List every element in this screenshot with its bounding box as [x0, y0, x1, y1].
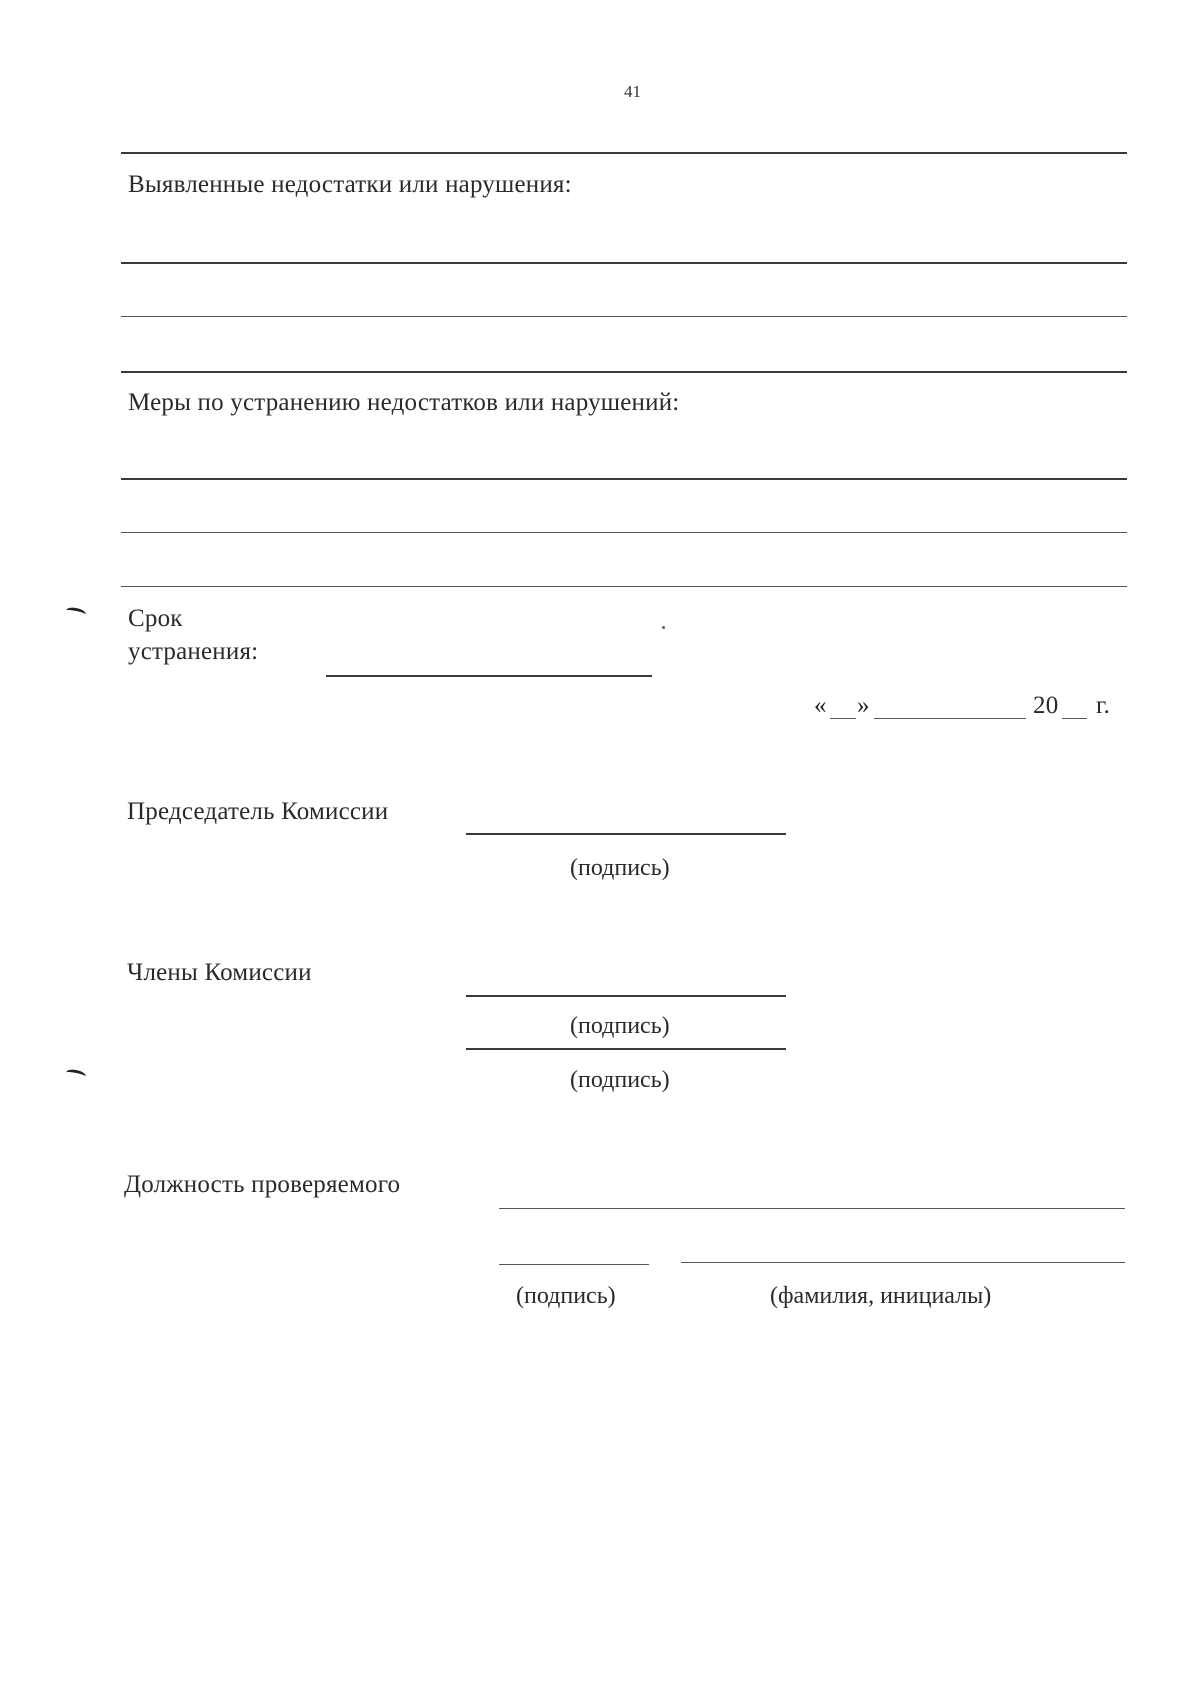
inspected-position-line[interactable]: [499, 1208, 1125, 1209]
chairman-label: Председатель Комиссии: [127, 798, 389, 825]
member-signature-line-1[interactable]: [466, 995, 786, 997]
date-year-prefix: 20: [1033, 692, 1059, 719]
scan-dot: [662, 626, 665, 629]
page-number: 41: [624, 82, 641, 101]
deadline-label-line2: устранения:: [128, 638, 259, 665]
findings-label: Выявленные недостатки или нарушения:: [128, 171, 572, 198]
findings-line-3[interactable]: [121, 371, 1127, 373]
deadline-field-line[interactable]: [326, 675, 652, 677]
measures-line-2[interactable]: [121, 532, 1127, 533]
scan-mark: [65, 1068, 86, 1081]
findings-line-1[interactable]: [121, 262, 1127, 264]
inspected-signature-line[interactable]: [499, 1264, 649, 1265]
inspected-name-caption: (фамилия, инициалы): [770, 1283, 992, 1309]
measures-line-1[interactable]: [121, 478, 1127, 480]
members-label: Члены Комиссии: [127, 959, 312, 986]
date-year-suffix: г.: [1096, 692, 1111, 719]
inspected-signature-caption: (подпись): [516, 1283, 616, 1309]
top-rule: [121, 152, 1127, 154]
findings-line-2[interactable]: [121, 316, 1127, 317]
date-month-blank[interactable]: [874, 718, 1026, 719]
chairman-signature-caption: (подпись): [570, 855, 670, 881]
member-signature-line-2[interactable]: [466, 1048, 786, 1050]
inspected-name-line[interactable]: [681, 1262, 1125, 1263]
date-close-quote: »: [857, 692, 870, 719]
chairman-signature-line[interactable]: [466, 833, 786, 835]
measures-label: Меры по устранению недостатков или нарушений:: [128, 389, 680, 416]
deadline-label-line1: Срок: [128, 605, 183, 632]
date-open-quote: «: [814, 692, 827, 719]
date-day-blank[interactable]: [830, 718, 856, 719]
scan-mark: [65, 606, 86, 619]
member-signature-caption-1: (подпись): [570, 1013, 670, 1039]
measures-line-3[interactable]: [121, 586, 1127, 587]
date-year-blank[interactable]: [1062, 718, 1087, 719]
member-signature-caption-2: (подпись): [570, 1067, 670, 1093]
inspected-position-label: Должность проверяемого: [124, 1171, 401, 1198]
